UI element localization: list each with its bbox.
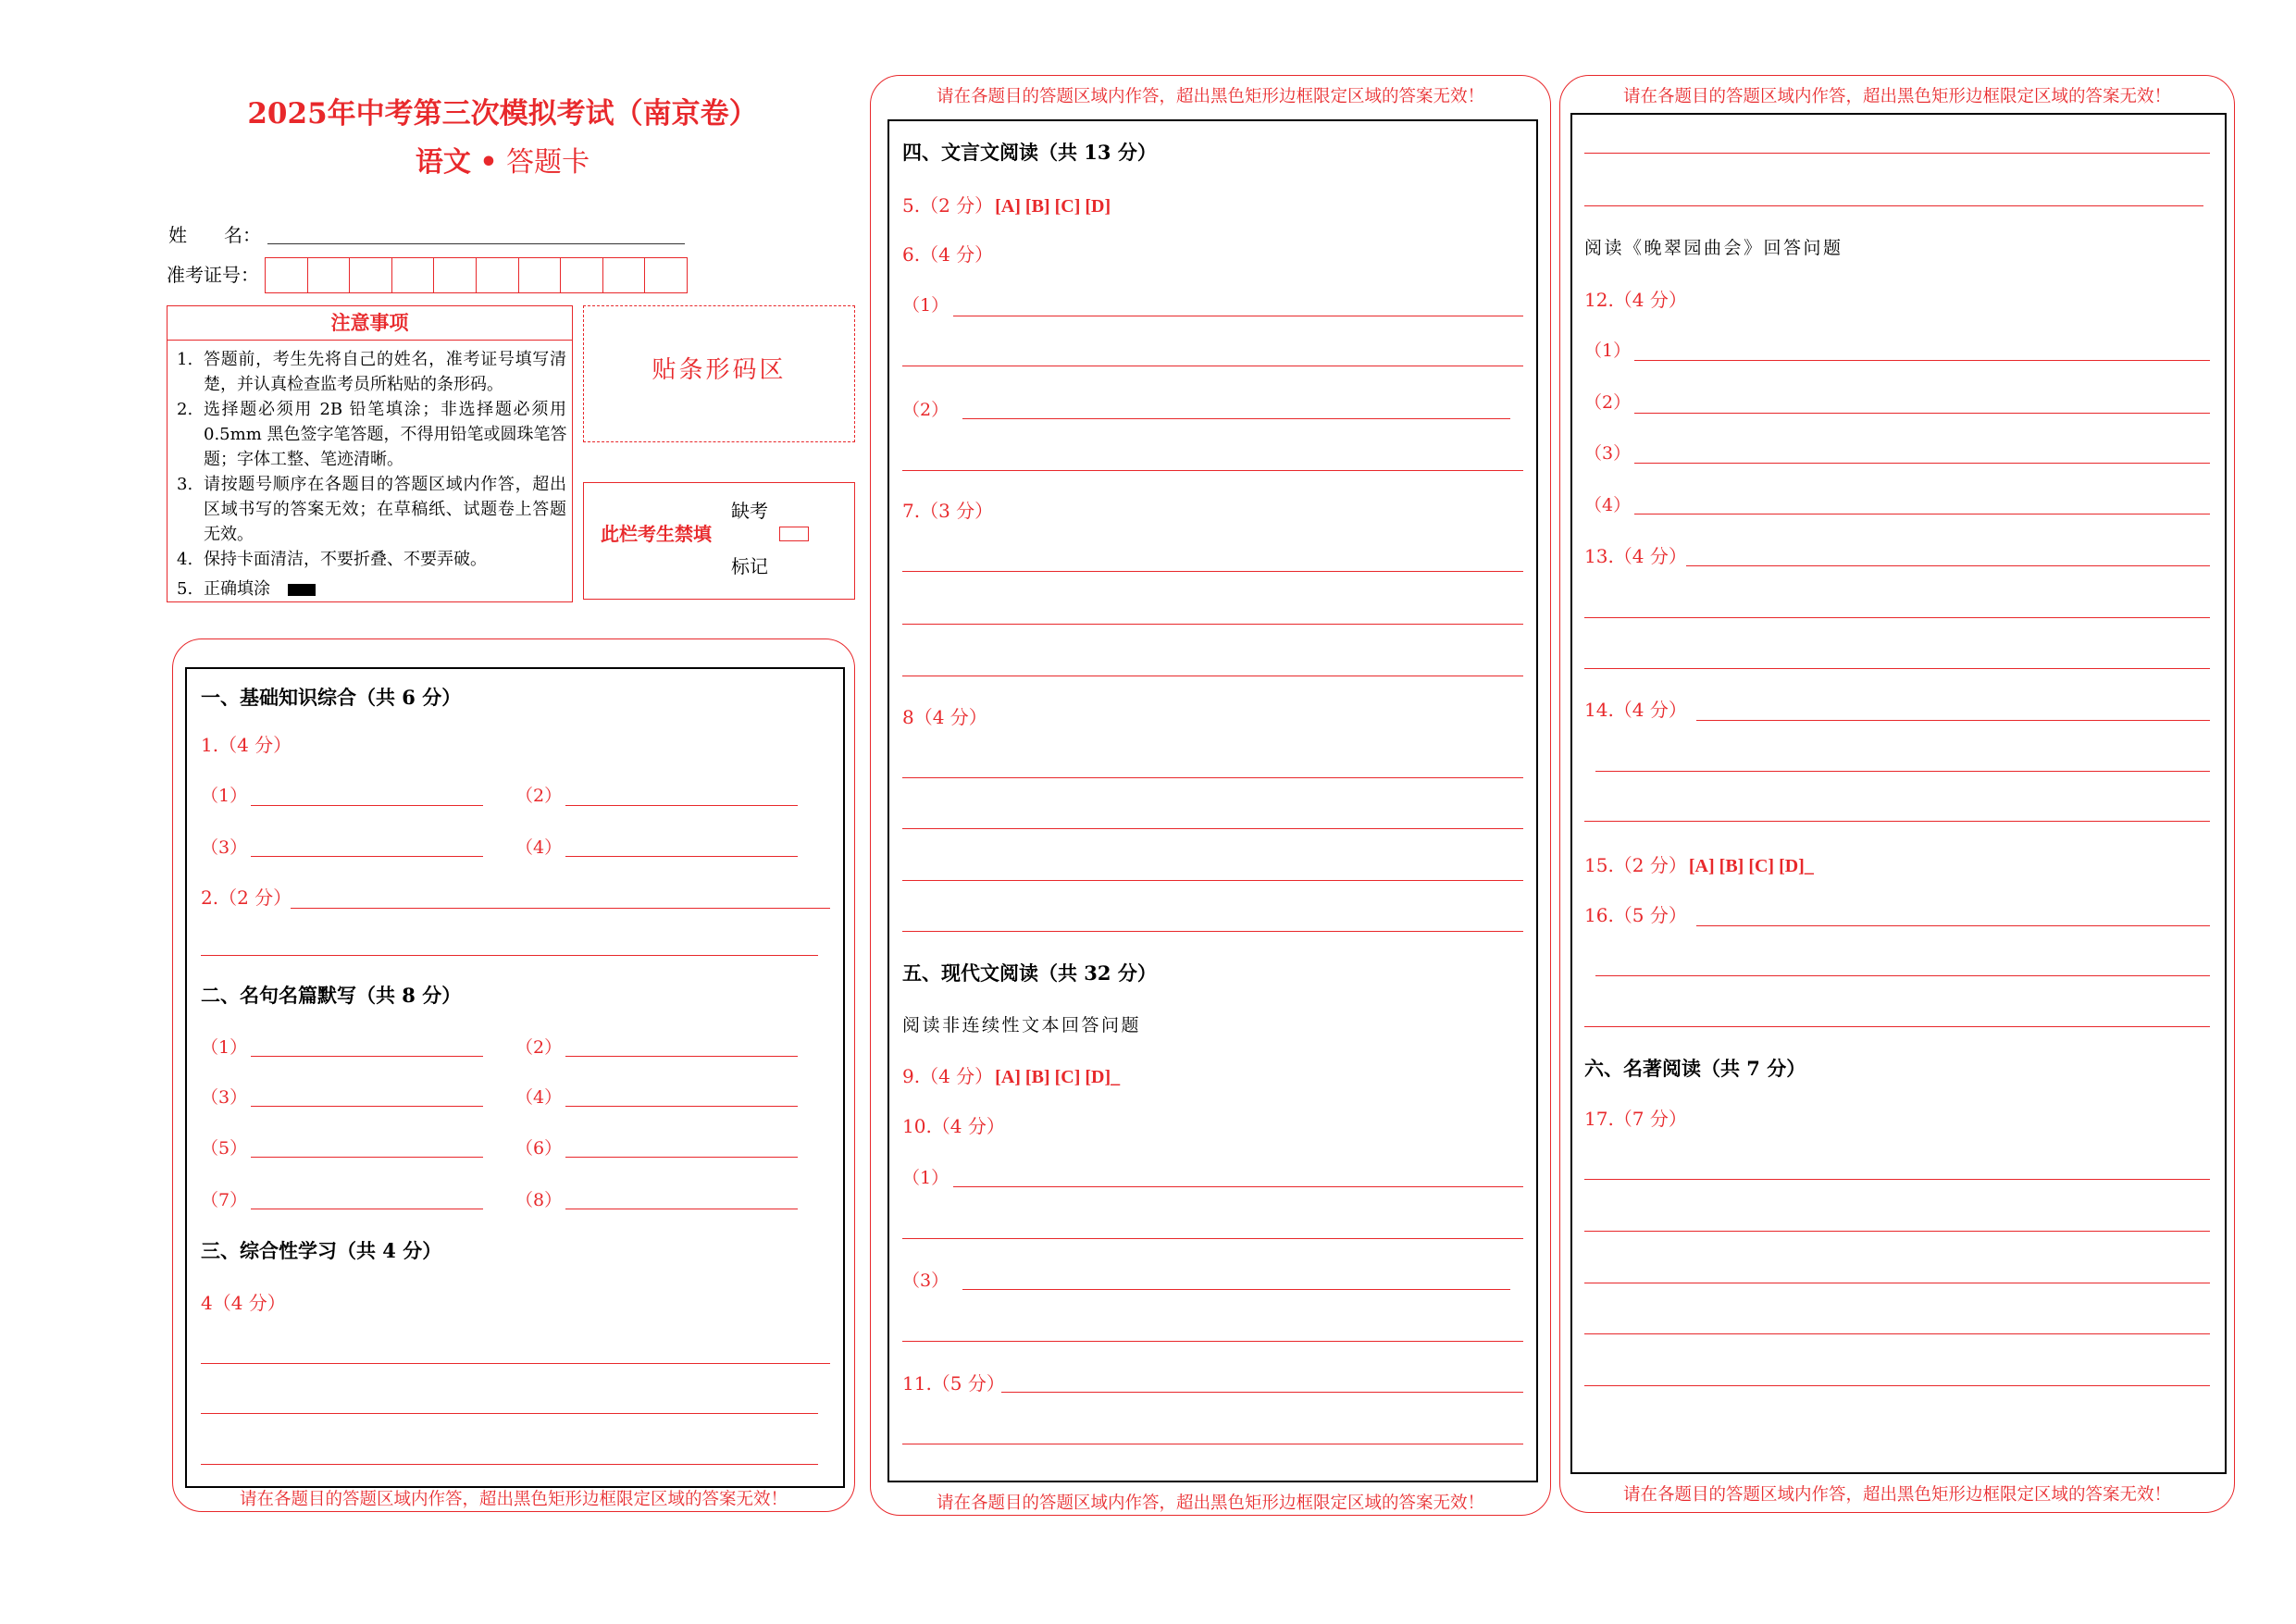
answer-line[interactable]	[902, 880, 1523, 881]
name-label: 姓 名：	[168, 224, 261, 246]
notice-item-text: 请按题号顺序在各题目的答题区域内作答，超出	[204, 475, 566, 494]
exam-title: 2025年中考第三次模拟考试（南京卷）	[247, 97, 758, 130]
answer-line[interactable]	[902, 931, 1523, 932]
exam-id-digit-box[interactable]	[519, 258, 562, 292]
notice-item-text: 区域书写的答案无效；在草稿纸、试题卷上答题	[204, 500, 566, 519]
q12-sub-3-label: （3）	[1584, 443, 1632, 464]
exam-id-digit-box[interactable]	[308, 258, 351, 292]
q3-sub-2-label: （2）	[515, 1037, 563, 1058]
q3-sub-4-label: （4）	[515, 1087, 563, 1108]
mark-label: 标记	[731, 555, 768, 577]
panel-1-footer-warning: 请在各题目的答题区域内作答，超出黑色矩形边框限定区域的答案无效！	[239, 1490, 788, 1509]
question-15-number: 15.（2 分）	[1584, 854, 1687, 876]
answer-line[interactable]	[962, 418, 1510, 419]
answer-line[interactable]	[1584, 1179, 2210, 1180]
section-2-heading: 二、名句名篇默写（共 8 分）	[201, 984, 462, 1007]
notice-item-number: 2.	[177, 400, 193, 419]
q6-sub-2-label: （2）	[902, 400, 949, 420]
notice-list	[177, 347, 566, 601]
question-12-label: 12.（4 分）	[1584, 289, 1687, 311]
exam-id-digit-box[interactable]	[561, 258, 603, 292]
notice-item	[177, 576, 566, 601]
answer-line[interactable]	[962, 1289, 1510, 1290]
exam-id-digit-box[interactable]	[477, 258, 519, 292]
notice-item-text: 0.5mm 黑色签字笔答题，不得用铅笔或圆珠笔答	[204, 425, 567, 444]
question-5-number: 5.（2 分）	[902, 194, 994, 217]
section-3-heading: 三、综合性学习（共 4 分）	[201, 1239, 442, 1262]
answer-line[interactable]	[251, 805, 483, 806]
panel-2-footer-warning: 请在各题目的答题区域内作答，超出黑色矩形边框限定区域的答案无效！	[936, 1494, 1484, 1513]
answer-line[interactable]	[902, 470, 1523, 471]
q10-sub-3-label: （3）	[902, 1271, 949, 1291]
q3-sub-7-label: （7）	[201, 1190, 248, 1210]
question-5-choices[interactable]: [A] [B] [C] [D]	[995, 196, 1111, 217]
question-15-label	[1584, 855, 1814, 876]
notice-item-text: 楚，并认真检查监考员所粘贴的条形码。	[204, 375, 503, 394]
answer-line[interactable]	[1634, 463, 2210, 464]
notice-title: 注意事项	[168, 306, 572, 341]
answer-line[interactable]	[251, 1157, 483, 1158]
answer-line[interactable]	[565, 805, 798, 806]
answer-line[interactable]	[1001, 1392, 1523, 1393]
answer-line[interactable]	[1696, 720, 2210, 721]
name-field[interactable]	[267, 222, 685, 244]
answer-line[interactable]	[1686, 565, 2210, 566]
question-8-label: 8（4 分）	[902, 706, 987, 728]
absent-label: 缺考	[731, 500, 768, 522]
answer-line[interactable]	[251, 1056, 483, 1057]
answer-line[interactable]	[902, 624, 1523, 625]
answer-frame-2	[887, 119, 1538, 1482]
correct-fill-label: 正确填涂	[204, 579, 270, 599]
question-4-label: 4（4 分）	[201, 1292, 286, 1314]
notice-item-number: 4.	[177, 550, 193, 569]
exam-id-digit-box[interactable]	[350, 258, 392, 292]
answer-line[interactable]	[251, 856, 483, 857]
exam-id-digit-box[interactable]	[266, 258, 308, 292]
notice-item-text: 答题前，考生先将自己的姓名，准考证号填写清	[204, 350, 566, 369]
answer-line[interactable]	[902, 1341, 1523, 1342]
section-6-heading: 六、名著阅读（共 7 分）	[1584, 1057, 1806, 1080]
notice-item	[177, 397, 566, 472]
section-5-intro: 阅读非连续性文本回答问题	[902, 1015, 1142, 1035]
notice-item	[177, 472, 566, 547]
section-4-heading: 四、文言文阅读（共 13 分）	[902, 141, 1157, 164]
subject-title	[0, 147, 1005, 179]
question-9-number: 9.（4 分）	[902, 1065, 994, 1087]
answer-line[interactable]	[201, 1413, 818, 1414]
barcode-label: 贴条形码区	[652, 355, 787, 384]
exam-id-label: 准考证号：	[167, 264, 259, 286]
exam-id-digit-box[interactable]	[603, 258, 646, 292]
answer-line[interactable]	[902, 1238, 1523, 1239]
exam-id-digit-box[interactable]	[645, 258, 687, 292]
answer-line[interactable]	[902, 571, 1523, 572]
question-5-label	[902, 195, 1111, 217]
exam-id-digit-box[interactable]	[434, 258, 477, 292]
question-7-label: 7.（3 分）	[902, 500, 994, 522]
question-15-choices[interactable]: [A] [B] [C] [D]_	[1688, 856, 1814, 876]
panel-3-header-warning: 请在各题目的答题区域内作答，超出黑色矩形边框限定区域的答案无效！	[1622, 87, 2171, 106]
q3-sub-1-label: （1）	[201, 1037, 248, 1058]
answer-line[interactable]	[1584, 668, 2210, 669]
q12-sub-4-label: （4）	[1584, 495, 1632, 515]
question-17-label: 17.（7 分）	[1584, 1108, 1687, 1130]
barcode-area	[583, 305, 855, 442]
answer-line[interactable]	[1584, 821, 2210, 822]
answer-line[interactable]	[201, 955, 818, 956]
answer-line[interactable]	[1584, 1333, 2210, 1334]
exam-id-digit-box[interactable]	[392, 258, 435, 292]
answer-line[interactable]	[1584, 617, 2210, 618]
card-label: 答题卡	[506, 146, 590, 179]
absent-mark-checkbox[interactable]	[779, 527, 809, 541]
q3-sub-3-label: （3）	[201, 1087, 248, 1108]
section-5-heading: 五、现代文阅读（共 32 分）	[902, 961, 1157, 985]
question-1-label: 1.（4 分）	[201, 734, 292, 756]
notice-item-text: 保持卡面清洁，不要折叠、不要弄破。	[204, 550, 487, 569]
q1-sub-4-label: （4）	[515, 837, 563, 858]
exam-id-boxes	[265, 257, 688, 293]
notice-item	[177, 547, 566, 572]
answer-line[interactable]	[902, 828, 1523, 829]
answer-line[interactable]	[251, 1106, 483, 1107]
answer-line[interactable]	[565, 856, 798, 857]
answer-line[interactable]	[1584, 1026, 2210, 1027]
q3-sub-5-label: （5）	[201, 1138, 248, 1159]
notice-item-text: 选择题必须用 2B 铅笔填涂；非选择题必须用	[204, 400, 566, 419]
answer-line[interactable]	[1595, 771, 2210, 772]
question-13-label: 13.（4 分）	[1584, 545, 1687, 567]
answer-line[interactable]	[1584, 1385, 2210, 1386]
answer-line[interactable]	[565, 1157, 798, 1158]
q10-sub-1-label: （1）	[902, 1168, 949, 1188]
answer-line[interactable]	[1696, 925, 2210, 926]
panel-3-footer-warning: 请在各题目的答题区域内作答，超出黑色矩形边框限定区域的答案无效！	[1622, 1485, 2171, 1505]
q1-sub-2-label: （2）	[515, 786, 563, 806]
section-1-heading: 一、基础知识综合（共 6 分）	[201, 686, 462, 709]
reading-intro: 阅读《晚翠园曲会》回答问题	[1584, 238, 1843, 258]
notice-item-number: 3.	[177, 475, 193, 494]
question-10-label: 10.（4 分）	[902, 1115, 1005, 1137]
notice-item-number: 5.	[177, 579, 193, 599]
answer-line[interactable]	[1595, 975, 2210, 976]
question-11-label: 11.（5 分）	[902, 1372, 1005, 1395]
q6-sub-1-label: （1）	[902, 295, 949, 316]
answer-line[interactable]	[1584, 1231, 2210, 1232]
answer-line[interactable]	[902, 777, 1523, 778]
question-14-label: 14.（4 分）	[1584, 699, 1687, 721]
answer-line[interactable]	[565, 1056, 798, 1057]
answer-line[interactable]	[1634, 413, 2210, 414]
answer-line[interactable]	[291, 908, 830, 909]
answer-line[interactable]	[565, 1106, 798, 1107]
notice-item-number: 1.	[177, 350, 193, 369]
q3-sub-8-label: （8）	[515, 1190, 563, 1210]
question-9-choices[interactable]: [A] [B] [C] [D]_	[995, 1067, 1121, 1087]
answer-line[interactable]	[201, 1363, 830, 1364]
title-separator: •	[479, 146, 498, 179]
absent-mark-box	[583, 482, 855, 600]
q3-sub-6-label: （6）	[515, 1138, 563, 1159]
q12-sub-2-label: （2）	[1584, 392, 1632, 413]
notice-box	[167, 305, 573, 602]
subject-name: 语文	[415, 146, 471, 179]
notice-item-text: 题；字体工整、笔迹清晰。	[204, 450, 403, 469]
correct-fill-sample	[288, 584, 316, 596]
answer-line[interactable]	[1634, 360, 2210, 361]
staff-only-label: 此栏考生禁填	[601, 523, 712, 545]
answer-line[interactable]	[953, 1186, 1523, 1187]
answer-line[interactable]	[1584, 205, 2203, 206]
q1-sub-1-label: （1）	[201, 786, 248, 806]
answer-frame-3	[1570, 113, 2227, 1474]
panel-2-header-warning: 请在各题目的答题区域内作答，超出黑色矩形边框限定区域的答案无效！	[936, 87, 1484, 106]
question-9-label	[902, 1066, 1120, 1087]
q12-sub-1-label: （1）	[1584, 341, 1632, 361]
q1-sub-3-label: （3）	[201, 837, 248, 858]
question-2-label: 2.（2 分）	[201, 886, 292, 909]
notice-item-text: 无效。	[204, 525, 254, 544]
answer-line[interactable]	[201, 1464, 818, 1465]
notice-item	[177, 347, 566, 397]
question-16-label: 16.（5 分）	[1584, 904, 1687, 926]
question-6-label: 6.（4 分）	[902, 243, 994, 266]
answer-line[interactable]	[1584, 153, 2210, 154]
notice-item-text	[204, 576, 566, 601]
